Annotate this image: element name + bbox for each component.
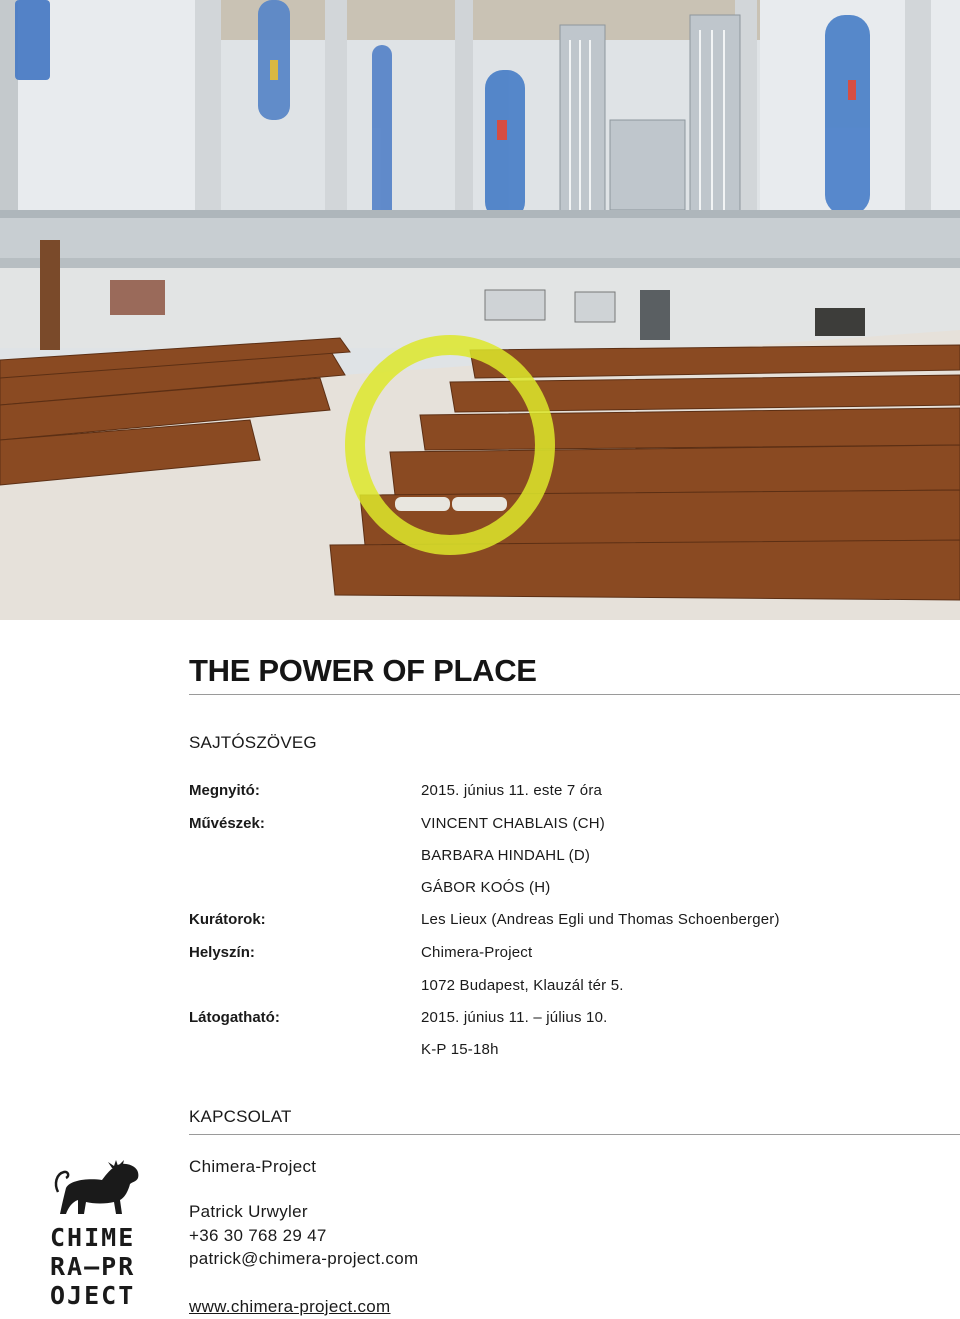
contact-person: Patrick Urwyler	[189, 1202, 308, 1221]
lion-icon	[50, 1158, 145, 1218]
opening-label: Megnyitó:	[189, 782, 260, 799]
artist-name: BARBARA HINDAHL (D)	[421, 847, 591, 864]
title-divider	[189, 694, 960, 695]
visit-label: Látogatható:	[189, 1009, 280, 1026]
opening-value: 2015. június 11. este 7 óra	[421, 782, 603, 799]
curators-value: Les Lieux (Andreas Egli und Thomas Schoenberger)	[421, 911, 780, 928]
logo-line: CHIME	[50, 1223, 136, 1252]
contact-email[interactable]: patrick@chimera-project.com	[189, 1249, 419, 1268]
artist-name: GÁBOR KOÓS (H)	[421, 879, 551, 896]
chimera-project-logo	[50, 1158, 150, 1310]
venue-address: 1072 Budapest, Klauzál tér 5.	[421, 977, 624, 994]
logo-line: RA–PR	[50, 1252, 136, 1281]
visit-hours: K-P 15-18h	[421, 1041, 499, 1058]
website-link-text[interactable]: www.chimera-project.com	[189, 1297, 391, 1316]
curators-label: Kurátorok:	[189, 911, 266, 928]
church-interior-photo	[0, 0, 960, 620]
logo-line: OJECT	[50, 1281, 136, 1310]
artist-name: VINCENT CHABLAIS (CH)	[421, 815, 605, 832]
venue-name: Chimera-Project	[421, 944, 533, 961]
contact-phone: +36 30 768 29 47	[189, 1226, 327, 1245]
contact-divider	[189, 1134, 960, 1135]
artists-label: Művészek:	[189, 815, 265, 832]
contact-org: Chimera-Project	[189, 1157, 317, 1176]
page-title: THE POWER OF PLACE	[189, 653, 537, 688]
website-link[interactable]	[189, 1297, 391, 1317]
press-release-heading: SAJTÓSZÖVEG	[189, 733, 317, 752]
contact-heading: KAPCSOLAT	[189, 1107, 292, 1126]
venue-label: Helyszín:	[189, 944, 255, 961]
visit-dates: 2015. június 11. – július 10.	[421, 1009, 608, 1026]
